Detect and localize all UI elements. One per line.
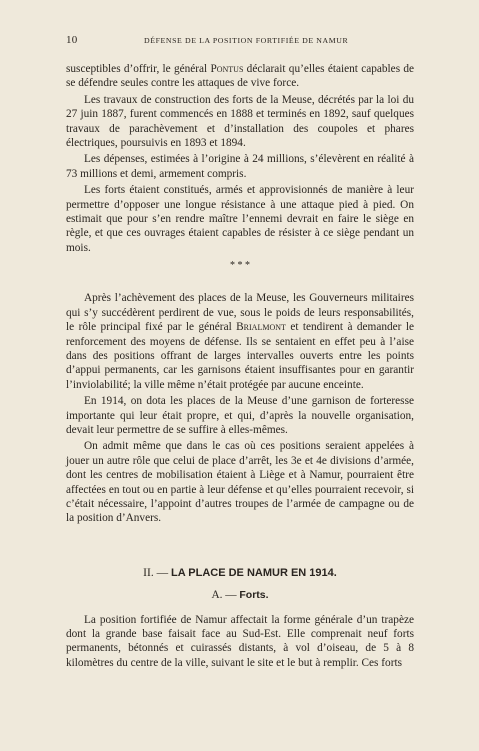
paragraph-text: Après l’achèvement des places de la Meuse, les Gouverneurs militaires qui s’y succédèrent perdirent de vue, sous le poids de leurs responsabilités, le rôle principal fixé par le général bbox=[66, 292, 414, 334]
spacer bbox=[66, 528, 414, 548]
asterism-divider: * * * bbox=[230, 260, 250, 272]
subsection-letter: A. — bbox=[211, 589, 240, 602]
paragraph-expenses: Les dépenses, estimées à l’origine à 24 millions, s’élevèrent en réalité à 73 millions et demi, armement compris. bbox=[66, 153, 414, 180]
person-name-brialmont: Brialmont bbox=[236, 321, 286, 334]
section-number: II. — bbox=[143, 566, 171, 579]
paragraph-continuation bbox=[66, 62, 414, 91]
page-body bbox=[66, 62, 414, 672]
section-title: LA PLACE DE NAMUR EN 1914. bbox=[170, 566, 337, 579]
paragraph-text: déclarait qu’elles étaient capables de se défendre seules contre les attaques de vive force. bbox=[66, 63, 415, 90]
paragraph-governors bbox=[66, 291, 414, 392]
subsection-heading bbox=[66, 588, 414, 602]
subsection-title: Forts. bbox=[239, 589, 269, 602]
paragraph-namur-position: La position fortifiée de Namur affectait la forme générale d’un trapèze dont la grande base faisait face au Sud-Est. Elle comprenait neuf forts permanents, bétonnés et cuirassés distants, à vol d’oiseau, de 5 à 8 kilomètres du centre de la ville, suivant le site et le but à remplir. Ces forts bbox=[66, 613, 414, 669]
section-heading bbox=[66, 566, 414, 580]
page-number: 10 bbox=[66, 34, 78, 46]
paragraph-divisions: On admit même que dans le cas où ces positions seraient appelées à jouer un autre rôle que celui de place d’arrêt, les 3e et 4e divisions d’armée, dont les centres de mobilisation étaient à Liège et à Namur, pourraient être affectées en tout ou en partie à leur défense et qu’elles pourraient recevoir, si c’était nécessaire, l’appoint d’autres troupes de l’armée de campagne ou de la position d’Anvers. bbox=[66, 440, 414, 525]
paragraph-construction: Les travaux de construction des forts de la Meuse, décrétés par la loi du 27 juin 1887, furent commencés en 1888 et terminés en 1892, sauf quelques travaux de parachèvement et d’installation des coupoles et phares électriques, poursuivis en 1893 et 1894. bbox=[66, 93, 414, 150]
paragraph-text: et tendirent à demander le renforcement des moyens de défense. Ils se sentaient en effet peu à l’aise dans des positions offrant de larges intervalles ouverts entre les points d’appui permanents, car les garnisons étaient insuffisantes pour en garantir l’inviolabilité; la ville même n’était protégée par aucune enceinte. bbox=[66, 321, 414, 391]
paragraph-1914-garrison: En 1914, on dota les places de la Meuse d’une garnison de forteresse importante qui leur était propre, et qui, d’après la nouvelle organisation, devait leur permettre de se suffire à elles-mêmes. bbox=[66, 395, 414, 436]
running-title: DÉFENSE DE LA POSITION FORTIFIÉE DE NAMUR bbox=[144, 36, 349, 45]
person-name-pontus: Pontus bbox=[210, 63, 244, 75]
paragraph-forts-resistance: Les forts étaient constitués, armés et approvisionnés de manière à leur permettre d’opposer une longue résistance à une attaque pied à pied. On estimait que pour s’en rendre maître l’ennemi devrait en faire le siège en règle, et que ces ouvrages étaient capables de résister à ce siège pendant un mois. bbox=[66, 184, 414, 254]
paragraph-text: susceptibles d’offrir, le général bbox=[66, 63, 211, 75]
